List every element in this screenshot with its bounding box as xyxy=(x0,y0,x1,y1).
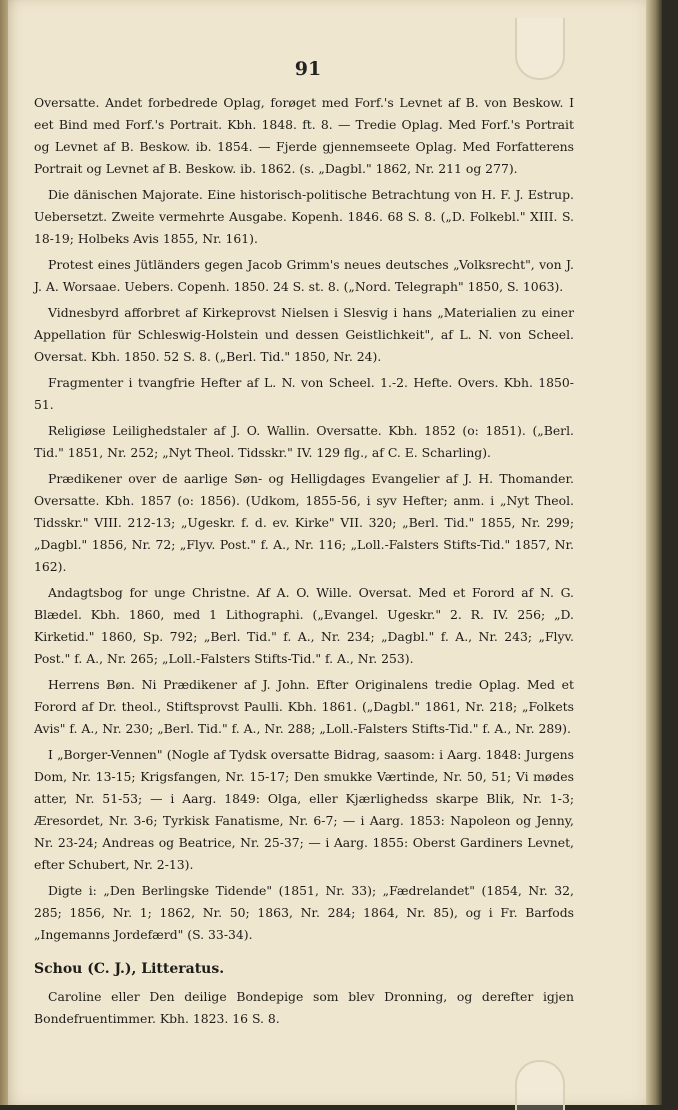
page-body-text xyxy=(34,92,574,1034)
bibliography-entry: Oversatte. Andet forbedrede Oplag, forøget med Forf.'s Levnet af B. von Beskow. I eet Bind med Forf.'s Portrait. Kbh. 1848. ft. 8. — Tredie Oplag. Med Forf.'s Portrait og Levnet af B. Beskow. ib. 1854. — Fjerde gjennemseete Oplag. Med Forfatterens Portrait og Levnet af B. Beskow. ib. 1862. (s. „Dagbl." 1862, Nr. 211 og 277). xyxy=(34,95,574,176)
bibliography-entry: Caroline eller Den deilige Bondepige som blev Dronning, og derefter igjen Bondefruentimmer. Kbh. 1823. 16 S. 8. xyxy=(34,989,574,1026)
bibliography-entry: Protest eines Jütländers gegen Jacob Grimm's neues deutsches „Volksrecht", von J. J. A. Worsaae. Uebers. Copenh. 1850. 24 S. st. 8. („Nord. Telegraph" 1850, S. 1063). xyxy=(34,257,574,294)
page-edge xyxy=(646,0,662,1105)
bibliography-entry: I „Borger-Vennen" (Nogle af Tydsk oversatte Bidrag, saasom: i Aarg. 1848: Jurgens Dom, Nr. 13-15; Krigsfangen, Nr. 15-17; Den smukke Værtinde, Nr. 50, 51; Vi mødes atter, Nr. 51-53; — i Aarg. 1849: Olga, eller Kjærlighedss skarpe Blik, Nr. 1-3; Æresordet, Nr. 3-6; Tyrkisk Fanatisme, Nr. 6-7; — i Aarg. 1853: Napoleon og Jenny, Nr. 23-24; Andreas og Beatrice, Nr. 25-37; — i Aarg. 1855: Oberst Gardiners Levnet, efter Schubert, Nr. 2-13). xyxy=(34,747,574,872)
book-page xyxy=(8,0,662,1105)
bibliography-entry: Fragmenter i tvangfrie Hefter af L. N. von Scheel. 1.-2. Hefte. Overs. Kbh. 1850-51. xyxy=(34,375,574,412)
entry-heading: Schou (C. J.), Litteratus. xyxy=(34,961,225,977)
bibliography-entry: Andagtsbog for unge Christne. Af A. O. Wille. Oversat. Med et Forord af N. G. Blædel. Kbh. 1860, med 1 Lithographi. („Evangel. Ugeskr." 2. R. IV. 256; „D. Kirketid." 1860, Sp. 792; „Berl. Tid." f. A., Nr. 234; „Dagbl." f. A., Nr. 243; „Flyv. Post." f. A., Nr. 265; „Loll.-Falsters Stifts-Tid." f. A., Nr. 253). xyxy=(34,585,574,666)
bibliography-entry: Die dänischen Majorate. Eine historisch-politische Betrachtung von H. F. J. Estrup. Uebersetzt. Zweite vermehrte Ausgabe. Kopenh. 1846. 68 S. 8. („D. Folkebl." XIII. S. 18-19; Holbeks Avis 1855, Nr. 161). xyxy=(34,187,574,246)
page-clip-bottom xyxy=(515,1060,565,1110)
bibliography-entry: Vidnesbyrd afforbret af Kirkeprovst Nielsen i Slesvig i hans „Materialien zu einer Appellation für Schleswig-Holstein und dessen Geistlichkeit", af L. N. von Scheel. Oversat. Kbh. 1850. 52 S. 8. („Berl. Tid." 1850, Nr. 24). xyxy=(34,305,574,364)
page-number: 91 xyxy=(294,58,322,80)
bibliography-entry: Prædikener over de aarlige Søn- og Helligdages Evangelier af J. H. Thomander. Oversatte. Kbh. 1857 (o: 1856). (Udkom, 1855-56, i syv Hefter; anm. i „Nyt Theol. Tidsskr." VIII. 212-13; „Ugeskr. f. d. ev. Kirke" VII. 320; „Berl. Tid." 1855, Nr. 299; „Dagbl." 1856, Nr. 72; „Flyv. Post." f. A., Nr. 116; „Loll.-Falsters Stifts-Tid." 1857, Nr. 162). xyxy=(34,471,574,574)
bibliography-entry: Digte i: „Den Berlingske Tidende" (1851, Nr. 33); „Fædrelandet" (1854, Nr. 32, 285; 1856, Nr. 1; 1862, Nr. 50; 1863, Nr. 284; 1864, Nr. 85), og i Fr. Barfods „Ingemanns Jordefærd" (S. 33-34). xyxy=(34,883,574,942)
bibliography-entry: Religiøse Leilighedstaler af J. O. Wallin. Oversatte. Kbh. 1852 (o: 1851). („Berl. Tid." 1851, Nr. 252; „Nyt Theol. Tidsskr." IV. 129 flg., af C. E. Scharling). xyxy=(34,423,574,460)
bibliography-entry: Herrens Bøn. Ni Prædikener af J. John. Efter Originalens tredie Oplag. Med et Forord af Dr. theol., Stiftsprovst Paulli. Kbh. 1861. („Dagbl." 1861, Nr. 218; „Folkets Avis" f. A., Nr. 230; „Berl. Tid." f. A., Nr. 288; „Loll.-Falsters Stifts-Tid." f. A., Nr. 289). xyxy=(34,677,574,736)
